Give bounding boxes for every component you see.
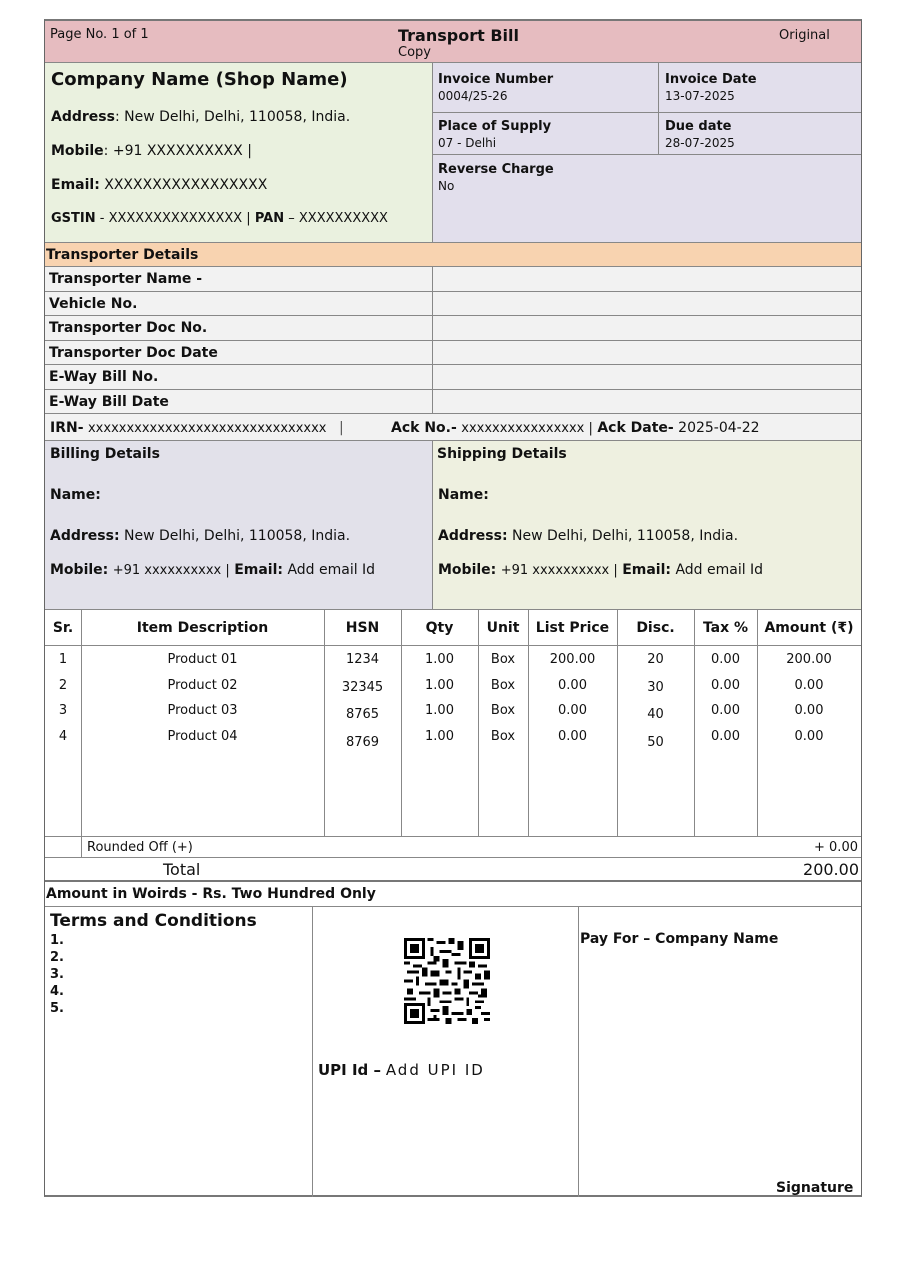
transporter-section-title: Transporter Details — [45, 243, 861, 267]
billing-name: Name: — [50, 487, 101, 503]
billing-contact: Mobile: +91 xxxxxxxxxx | Email: Add email Id — [50, 562, 376, 578]
header-band — [45, 21, 861, 63]
invoice-date-cell: Invoice Date 13-07-2025 — [659, 63, 861, 113]
company-address: Address: New Delhi, Delhi, 110058, India. — [51, 109, 351, 125]
invoice-number-cell: Invoice Number 0004/25-26 — [433, 63, 659, 113]
shipping-address: Address: New Delhi, Delhi, 110058, India. — [438, 528, 739, 544]
upi-id: UPI Id – Add UPI ID — [318, 1061, 485, 1079]
col-header-disc: Disc. — [636, 620, 675, 636]
rounded-off-row — [45, 836, 861, 858]
terms-list — [50, 932, 257, 1017]
rounded-off-label: Rounded Off (+) — [87, 840, 193, 855]
terms-title: Terms and Conditions — [50, 911, 257, 931]
company-name: Company Name (Shop Name) — [51, 69, 348, 90]
document-title: Transport Bill — [398, 26, 519, 45]
reverse-charge-cell: Reverse Charge No — [433, 155, 861, 243]
terms-item: 5. — [50, 1001, 64, 1016]
terms-item: 4. — [50, 984, 64, 999]
col-header-sr: Sr. — [52, 620, 74, 636]
billing-details — [45, 441, 433, 610]
irn: IRN- xxxxxxxxxxxxxxxxxxxxxxxxxxxxxxx — [50, 420, 327, 436]
transporter-row: Transporter Doc Date — [45, 341, 861, 366]
due-date: 28-07-2025 — [665, 136, 735, 150]
shipping-contact: Mobile: +91 xxxxxxxxxx | Email: Add email Id — [438, 562, 764, 578]
col-header-unit: Unit — [486, 620, 520, 636]
rounded-off-value: + 0.00 — [814, 840, 858, 855]
pay-for-company: Pay For – Company Name — [580, 931, 779, 947]
col-header-amount: Amount (₹) — [764, 620, 854, 636]
transporter-row: E-Way Bill No. — [45, 365, 861, 390]
invoice-number: 0004/25-26 — [438, 89, 508, 103]
copy-label: Copy — [398, 45, 431, 60]
irn-separator: | — [339, 420, 344, 436]
terms-item: 2. — [50, 950, 64, 965]
page-number: Page No. 1 of 1 — [50, 27, 149, 42]
irn-row — [45, 414, 861, 441]
company-mobile: Mobile: +91 XXXXXXXXXX | — [51, 143, 252, 159]
total-label: Total — [163, 860, 201, 879]
billing-title: Billing Details — [50, 446, 160, 462]
place-of-supply-cell: Place of Supply 07 - Delhi — [433, 113, 659, 155]
company-email: Email: XXXXXXXXXXXXXXXXX — [51, 177, 268, 193]
transporter-row: Transporter Name - — [45, 267, 861, 292]
signature-label: Signature — [776, 1180, 854, 1196]
amount-in-words: Amount in Woirds - Rs. Two Hundred Only — [45, 882, 861, 907]
reverse-charge: No — [438, 179, 455, 193]
shipping-title: Shipping Details — [437, 446, 567, 462]
billing-address: Address: New Delhi, Delhi, 110058, India. — [50, 528, 351, 544]
col-header-list-price: List Price — [535, 620, 610, 636]
total-value: 200.00 — [803, 860, 859, 879]
company-gstin-pan: GSTIN - XXXXXXXXXXXXXXX | PAN – XXXXXXXXXX — [51, 211, 388, 226]
col-header-hsn: HSN — [345, 620, 380, 636]
col-header-tax: Tax % — [702, 620, 749, 636]
transporter-row: Vehicle No. — [45, 292, 861, 317]
invoice-date: 13-07-2025 — [665, 89, 735, 103]
total-row — [45, 858, 861, 882]
original-label: Original — [779, 28, 830, 43]
col-header-description: Item Description — [136, 620, 269, 636]
due-date-cell: Due date 28-07-2025 — [659, 113, 861, 155]
col-header-qty: Qty — [425, 620, 454, 636]
terms-item: 1. — [50, 933, 64, 948]
transporter-row: E-Way Bill Date — [45, 390, 861, 415]
terms-section — [50, 911, 257, 1017]
company-block — [45, 63, 433, 243]
place-of-supply: 07 - Delhi — [438, 136, 497, 150]
invoice-sheet: Page No. 1 of 1 Transport Bill Copy Original Company Name (Shop Name) Address: New Delhi, Delhi, 110058, India. Mobile: +91 XXXXXXXXXX | Email: XXXXXXXXXXXXXXXXX GSTIN - XXXXXXXXXXXXXXX | PAN – XXXXXXXXXX Invoice Number 0004/25-26 Invoice Date 13-07-2025 Place of Supply 07 - Delhi Due date 28-07-2025 Reverse Charge No Transporter Details Transporter Name - Vehicle No. Transporter Doc No. Transporter Doc Date E-Way Bill No. E-Way Bill Date IRN- xxxxxxxxxxxxxxxxxxxxxxxxxxxxxxx | Ack No.- xxxxxxxxxxxxxxxx | Ack Date- 2025-04-22 Billing Details Name: Address: New Delhi, Delhi, 110058, India. Mobile: +91 xxxxxxxxxx | Email: Add email Id Shipping Details Name: Address: New Delhi, Delhi, 110058, India. Mobile: +91 xxxxxxxxxx | Email: Add email Id Sr. Item Description HSN Qty Unit List Price Disc. Tax % Amount (₹) 1 Product 01 1234 1.00 Box 200.00 20 0.00 200.00 2 Product 02 32345 1.00 Box 0.00 30 0.00 0.00 3 Product 03 8765 1.00 Box 0.00 40 0.00 0.00 4 Product 04 8769 1.00 Box 0.00 50 0.00 0.00 Rounded Off (+) + 0.00 Total 200.00 Amount in Woirds - Rs. Two Hundred Only Terms and Conditions 1. 2. 3. 4. 5. UPI Id – Add UPI ID Pay For – Company Name Signature — [44, 19, 862, 1197]
shipping-name: Name: — [438, 487, 489, 503]
transporter-row: Transporter Doc No. — [45, 316, 861, 341]
upi-qr-code — [404, 938, 490, 1024]
ack-no: Ack No.- xxxxxxxxxxxxxxxx | Ack Date- 2025-04-22 — [391, 420, 760, 436]
terms-item: 3. — [50, 967, 64, 982]
shipping-details — [433, 441, 861, 610]
